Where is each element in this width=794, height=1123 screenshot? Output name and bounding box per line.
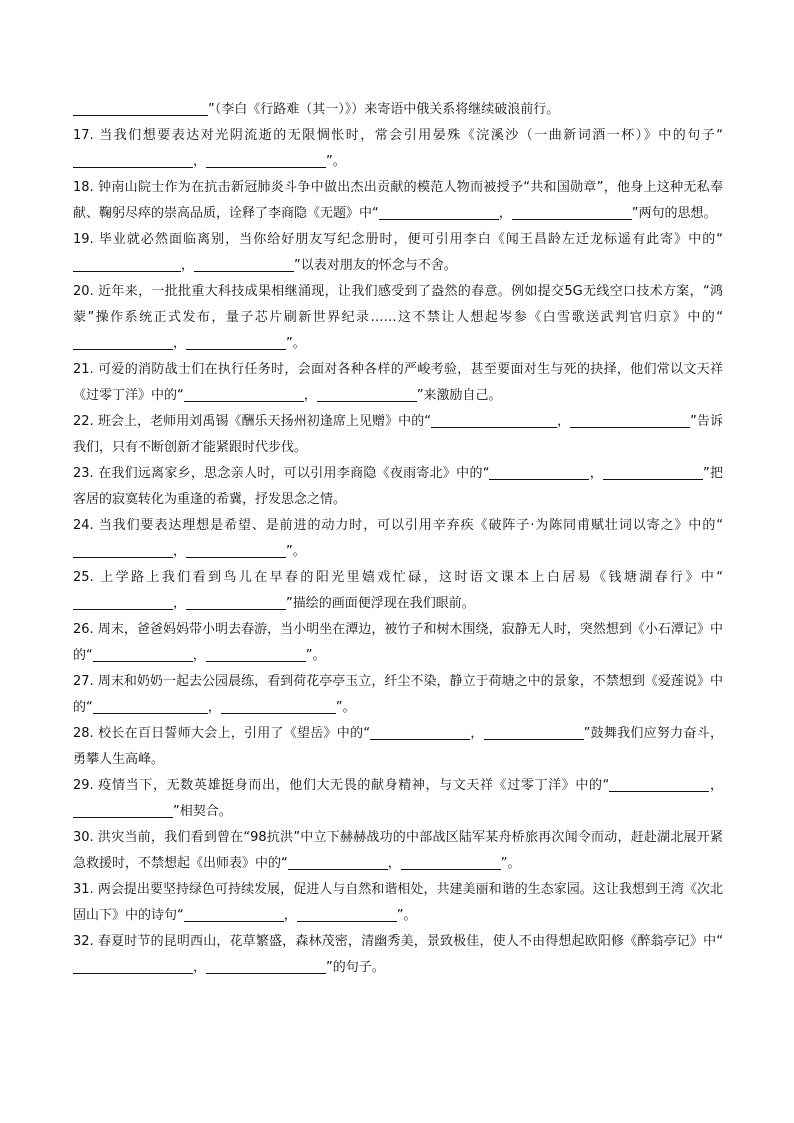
- answer-blank[interactable]: [73, 100, 208, 116]
- separator-comma: ，: [173, 544, 187, 559]
- question-text: ”（李白《行路难（其一）》）来寄语中俄关系将继续破浪前行。: [208, 102, 560, 117]
- separator-comma: ，: [192, 648, 206, 663]
- question-text: ”以表对朋友的怀念与不舍。: [294, 258, 457, 273]
- answer-blank[interactable]: [379, 204, 499, 220]
- question-text: 18. 钟南山院士作为在抗击新冠肺炎斗争中做出杰出贡献的模范人物而被授予“共和国勋章”，他身上这种无私奉献、鞠躬尽瘁的崇高品质，诠释了李商隐《无题》中“: [73, 180, 723, 221]
- question-31: [73, 877, 723, 929]
- question-text: 28. 校长在百日誓师大会上，引用了《望岳》中的“: [73, 726, 371, 741]
- answer-blank[interactable]: [73, 334, 173, 350]
- answer-blank[interactable]: [73, 958, 193, 974]
- question-32: [73, 929, 723, 981]
- answer-blank[interactable]: [73, 802, 173, 818]
- question-text: 19. 毕业就必然面临离别，当你给好朋友写纪念册时，便可引用李白《闻王昌龄左迁龙标遥有此寄》中的“: [73, 232, 723, 247]
- question-text: 23. 在我们远离家乡，思念亲人时，可以引用李商隐《夜雨寄北》中的“: [73, 466, 490, 481]
- question-text: ”。: [286, 544, 306, 559]
- question-21: [73, 357, 723, 409]
- question-text: 26. 周末，爸爸妈妈带小明去春游，当小明坐在潭边，被竹子和树木围绕，寂静无人时，突然想到《小石潭记》中的“: [73, 622, 723, 663]
- question-29: [73, 773, 723, 825]
- question-text: 24. 当我们要表达理想是希望、是前进的动力时，可以引用辛弃疾《破阵子·为陈同甫赋壮词以寄之》中的“: [73, 518, 723, 533]
- answer-blank[interactable]: [73, 152, 193, 168]
- answer-blank[interactable]: [186, 334, 286, 350]
- answer-blank[interactable]: [484, 724, 584, 740]
- question-text: ”。: [396, 908, 417, 923]
- document-page: [73, 97, 723, 981]
- separator-comma: ，: [207, 700, 221, 715]
- question-text: 29. 疫情当下，无数英雄挺身而出，他们大无畏的献身精神，与文天祥《过零丁洋》中的“: [73, 778, 610, 793]
- answer-blank[interactable]: [184, 386, 304, 402]
- answer-blank[interactable]: [73, 542, 173, 558]
- question-28: [73, 721, 723, 773]
- answer-blank[interactable]: [288, 854, 388, 870]
- answer-blank[interactable]: [206, 646, 306, 662]
- question-23: [73, 461, 723, 513]
- answer-blank[interactable]: [370, 724, 470, 740]
- separator-comma: ，: [470, 726, 484, 741]
- answer-blank[interactable]: [401, 854, 501, 870]
- question-text: ”相契合。: [173, 804, 232, 819]
- separator-comma: ，: [387, 856, 401, 871]
- question-text: ”两句的思想。: [631, 206, 717, 221]
- question-text: 32. 春夏时节的昆明西山，花草繁盛，森林茂密，清幽秀美，景致极佳，使人不由得想起欧阳修《醉翁亭记》中“: [73, 934, 723, 949]
- question-text: 30. 洪灾当前，我们看到曾在“98抗洪”中立下赫赫战功的中部战区陆军某舟桥旅再次闻令而动，赶赴湖北展开紧急救援时，不禁想起《出师表》中的“: [73, 830, 723, 871]
- answer-blank[interactable]: [184, 906, 284, 922]
- answer-blank[interactable]: [570, 412, 690, 428]
- answer-blank[interactable]: [186, 542, 286, 558]
- question-text: ”。: [286, 336, 306, 351]
- separator-comma: ，: [283, 908, 297, 923]
- separator-comma: ，: [498, 206, 512, 221]
- question-text: 20. 近年来，一批批重大科技成果相继涌现，让我们感受到了盎然的春意。例如提交5G无线空口技术方案，“鸿蒙”操作系统正式发布，量子芯片刷新世界纪录……这不禁让人想起岑参《白雪歌送武判官归京》中的“: [73, 284, 723, 325]
- question-text: ”。: [326, 154, 346, 169]
- question-22: [73, 409, 723, 461]
- answer-blank[interactable]: [512, 204, 632, 220]
- question-24: [73, 513, 723, 565]
- separator-comma: ，: [193, 960, 207, 975]
- question-19: [73, 227, 723, 279]
- question-text: ”。: [500, 856, 521, 871]
- question-text: 27. 周末和奶奶一起去公园晨练，看到荷花亭亭玉立，纤尘不染，静立于荷塘之中的景象，不禁想到《爱莲说》中的“: [73, 674, 723, 715]
- separator-comma: ，: [181, 258, 195, 273]
- answer-blank[interactable]: [206, 152, 326, 168]
- question-text: ”描绘的画面便浮现在我们眼前。: [286, 596, 475, 611]
- answer-blank[interactable]: [73, 594, 173, 610]
- question-27: [73, 669, 723, 721]
- question-text: ”的句子。: [326, 960, 385, 975]
- answer-blank[interactable]: [93, 698, 208, 714]
- separator-comma: ，: [709, 778, 723, 793]
- question-text: 17. 当我们想要表达对光阴流逝的无限惆怅时，常会引用晏殊《浣溪沙（一曲新词酒一杯）》中的句子“: [73, 128, 723, 143]
- answer-blank[interactable]: [73, 256, 181, 272]
- question-text: ”鼓舞我们应努力奋斗，勇攀人生高峰。: [73, 726, 723, 767]
- question-text: 22. 班会上，老师用刘禹锡《酬乐天扬州初逢席上见赠》中的“: [73, 414, 432, 429]
- question-text: 31. 两会提出要坚持绿色可持续发展，促进人与自然和谐相处，共建美丽和谐的生态家园。这让我想到王湾《次北固山下》中的诗句“: [73, 882, 723, 923]
- answer-blank[interactable]: [194, 256, 294, 272]
- separator-comma: ，: [589, 466, 603, 481]
- question-text: ”。: [335, 700, 356, 715]
- separator-comma: ，: [557, 414, 571, 429]
- question-text: ”告诉我们，只有不断创新才能紧跟时代步伐。: [73, 414, 723, 455]
- separator-comma: ，: [173, 336, 187, 351]
- answer-blank[interactable]: [221, 698, 336, 714]
- question-text: ”把客居的寂寞转化为重逢的希冀，抒发思念之情。: [73, 466, 723, 507]
- answer-blank[interactable]: [489, 464, 589, 480]
- answer-blank[interactable]: [431, 412, 557, 428]
- separator-comma: ，: [303, 388, 317, 403]
- answer-blank[interactable]: [93, 646, 193, 662]
- separator-comma: ，: [193, 154, 207, 169]
- question-text: ”来激励自己。: [416, 388, 502, 403]
- question-26: [73, 617, 723, 669]
- question-20: [73, 279, 723, 357]
- question-text: 21. 可爱的消防战士们在执行任务时，会面对各种各样的严峻考验，甚至要面对生与死的抉择，他们常以文天祥《过零丁洋》中的“: [73, 362, 723, 403]
- answer-blank[interactable]: [186, 594, 286, 610]
- answer-blank[interactable]: [603, 464, 703, 480]
- answer-blank[interactable]: [206, 958, 326, 974]
- question-25: [73, 565, 723, 617]
- separator-comma: ，: [173, 596, 187, 611]
- question-30: [73, 825, 723, 877]
- answer-blank[interactable]: [609, 776, 709, 792]
- answer-blank[interactable]: [317, 386, 417, 402]
- question-tail-16: [73, 97, 723, 123]
- question-18: [73, 175, 723, 227]
- question-text: ”。: [305, 648, 326, 663]
- question-17: [73, 123, 723, 175]
- answer-blank[interactable]: [297, 906, 397, 922]
- question-text: 25. 上学路上我们看到鸟儿在早春的阳光里嬉戏忙碌，这时语文课本上白居易《钱塘湖春行》中“: [73, 570, 723, 585]
